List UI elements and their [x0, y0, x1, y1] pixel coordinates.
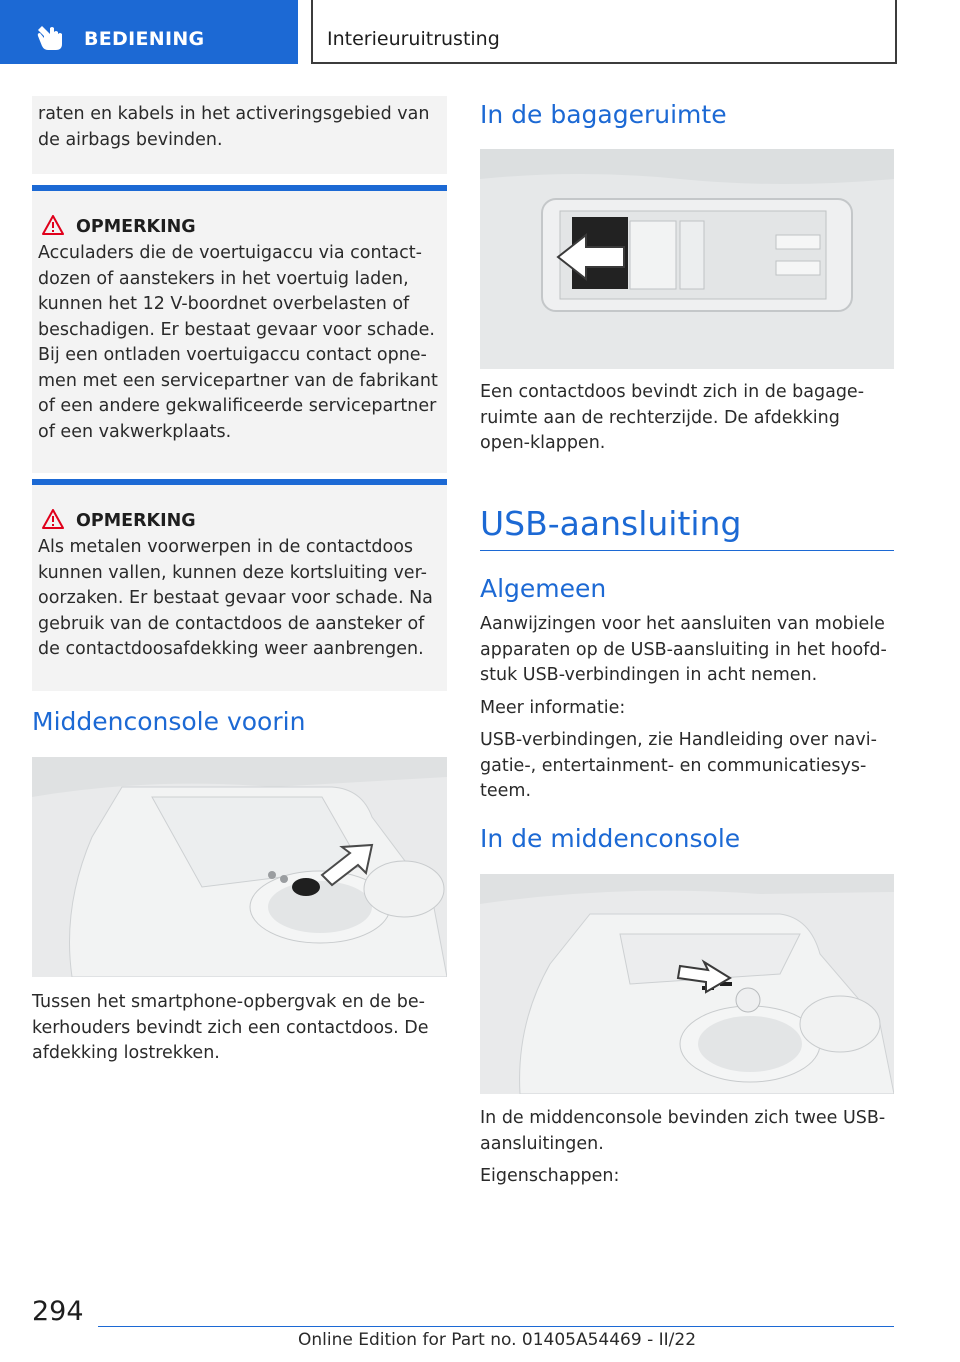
page-number: 294	[32, 1296, 84, 1327]
usb-general-text: Aanwijzingen voor het aansluiten van mobiele apparaten op de USB-aansluiting in het hoofd-stuk USB-verbindingen in acht nemen.	[480, 614, 887, 685]
chapter-title: Interieuruitrusting	[327, 28, 500, 50]
hand-pointer-icon	[34, 22, 68, 52]
heading-center-console: In de middenconsole	[480, 824, 741, 853]
intro-text: raten en kabels in het activeringsgebied van de airbags bevinden.	[38, 104, 430, 150]
notice-2-text: Als metalen voorwerpen in de contactdoos kunnen vallen, kunnen deze kortsluiting ver-oorzaken. Er bestaat gevaar voor schade. Na gebruik van de contactdoos de aansteker of de contactdoosafdekking weer aanbrengen.	[38, 537, 433, 659]
section-title: BEDIENING	[84, 28, 205, 50]
luggage-socket-image	[480, 149, 894, 369]
center-console-usb-image	[480, 874, 894, 1094]
footer-rule	[98, 1326, 894, 1327]
luggage-caption: Een contactdoos bevindt zich in de bagage-ruimte aan de rechterzijde. De afdekking open-klappen.	[480, 382, 865, 453]
more-info-label: Meer informatie:	[480, 697, 626, 718]
usb-reference-text: USB-verbindingen, zie Handleiding over navi-gatie-, entertainment- en communicatiesys-teem.	[480, 730, 877, 801]
section-tab	[0, 0, 298, 64]
front-console-caption: Tussen het smartphone-opbergvak en de be-kerhouders bevindt zich een contactdoos. De afdekking lostrekken.	[32, 992, 429, 1063]
notice-box-2	[32, 479, 447, 691]
notice-box-1	[32, 185, 447, 473]
title-underline	[480, 550, 894, 551]
notice-1-title: OPMERKING	[76, 217, 196, 237]
intro-block	[32, 96, 447, 174]
center-console-caption: In de middenconsole bevinden zich twee USB-aansluitingen.	[480, 1108, 886, 1154]
front-console-image	[32, 757, 447, 977]
section-heading-luggage: In de bagageruimte	[480, 100, 727, 129]
heading-general: Algemeen	[480, 574, 607, 603]
section-heading-front-console: Middenconsole voorin	[32, 707, 306, 736]
usb-section-title: USB-aansluiting	[480, 504, 742, 543]
edition-footer: Online Edition for Part no. 01405A54469 - II/22	[298, 1330, 697, 1350]
notice-2-title: OPMERKING	[76, 511, 196, 531]
notice-1-text: Acculaders die de voertuigaccu via contact-dozen of aanstekers in het voertuig laden, kunnen het 12 V-boordnet overbelasten of beschadigen. Er bestaat gevaar voor schade. Bij een ontladen voertuigaccu contact opne-men met een servicepartner van de fabrikant of een andere gekwalificeerde servicepartner of een vakwerkplaats.	[38, 243, 438, 442]
warning-triangle-icon	[42, 509, 64, 529]
properties-label: Eigenschappen:	[480, 1166, 620, 1186]
chapter-box	[311, 0, 897, 64]
warning-triangle-icon	[42, 215, 64, 235]
